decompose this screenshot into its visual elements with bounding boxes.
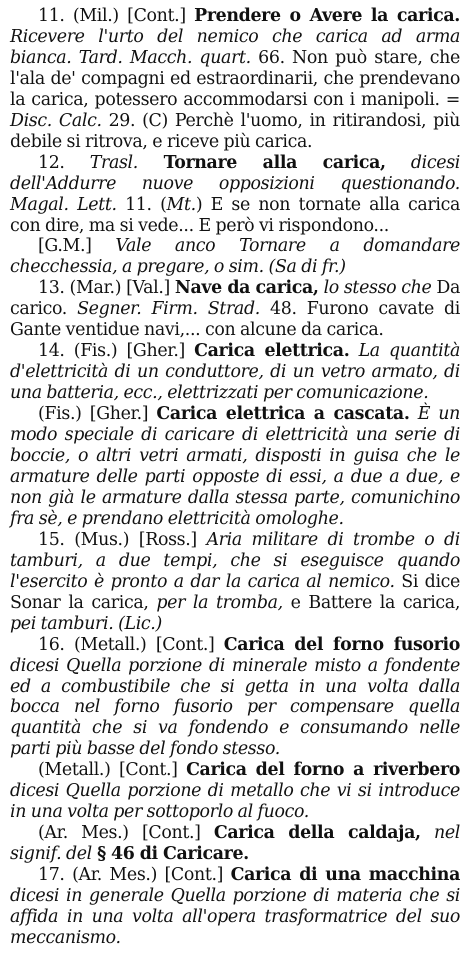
entry-list: [10, 6, 460, 949]
entry-headword: Prendere o Avere la carica.: [194, 6, 460, 26]
entry-text: 15. (Mus.) [Ross.]: [38, 529, 207, 550]
entry-headword: Nave da carica,: [174, 278, 319, 299]
dictionary-entry: [10, 236, 460, 278]
dictionary-entry: [10, 865, 460, 949]
entry-definition: Aria militare di trombe o di tamburi, a due tempi, che si eseguisce quando l'esercito è pronto a dar la carica al nemico.: [10, 529, 461, 592]
entry-text: (Fis.) [Gher.]: [38, 404, 157, 425]
entry-definition: dicesi Quella porzione di metallo che vi si introduce in una volta per sottoporlo al fuoco.: [10, 781, 460, 823]
dictionary-entry: [10, 635, 460, 761]
entry-headword: Carica di una macchina: [230, 865, 460, 886]
dictionary-entry: [10, 341, 460, 404]
entry-definition: dicesi in generale Quella porzione di materia che si affida in una volta all'opera trasformatrice del suo meccanismo.: [10, 886, 460, 948]
entry-text: Si dice Sonar la carica,: [10, 571, 460, 613]
entry-text: Da carico.: [10, 278, 460, 320]
dictionary-entry: [10, 404, 460, 530]
entry-headword: Tornare alla carica,: [137, 152, 386, 173]
entry-definition: nel signif. del: [10, 823, 460, 865]
entry-definition: per la tromba,: [156, 592, 283, 613]
entry-definition: lo stesso che: [318, 278, 432, 299]
entry-definition: Ricevere l'urto del nemico che carica ad arma bianca. Tard. Macch. quart.: [10, 26, 460, 68]
dictionary-entry: [10, 530, 460, 635]
entry-headword: Carica della caldaja,: [213, 823, 421, 844]
entry-text: 66. Non può stare, che l'ala de' compagni ed estraordinarii, che prendevano la carica, potessero accommodarsi con i manipoli. =: [10, 47, 460, 110]
entry-text: 13. (Mar.) [Val.]: [38, 278, 175, 299]
entry-definition: pei tamburi. (Lic.): [10, 613, 162, 634]
entry-definition: Vale anco Tornare a domandare checchessia, a pregare, o sim. (Sa di fr.): [10, 236, 460, 278]
entry-definition: dicesi dell'Addurre nuove opposizioni questionando. Magal. Lett.: [10, 152, 460, 215]
dictionary-entry: [10, 278, 460, 341]
dictionary-entry: [10, 760, 460, 823]
entry-text: 11. (: [116, 194, 167, 215]
entry-definition: Mt.: [166, 194, 196, 215]
entry-definition: Disc. Calc.: [10, 110, 102, 131]
entry-text: (Metall.) [Cont.]: [38, 760, 187, 781]
dictionary-entry: [10, 153, 460, 237]
entry-headword: Carica del forno fusorio: [223, 634, 461, 655]
entry-text: ) E se non tornate alla carica con dire, ma si vede... E però vi rispondono...: [10, 194, 460, 236]
entry-definition: La quantità d'elettricità di un conduttore, di un vetro armato, di una batteria, ecc., elettrizzati per comunicazione.: [10, 341, 461, 404]
dictionary-entry: [10, 823, 460, 865]
entry-headword: Carica elettrica.: [194, 341, 350, 362]
entry-headword: Carica del forno a riverbero: [186, 760, 461, 781]
entry-text: 14. (Fis.) [Gher.]: [38, 341, 195, 362]
entry-headword: § 46: [91, 844, 140, 865]
entry-text: 29. (C) Perchè l'uomo, in ritirandosi, più debile si ritrova, e riceve più carica.: [10, 110, 460, 152]
dictionary-entry: [10, 6, 460, 153]
entry-text: 17. (Ar. Mes.) [Cont.]: [38, 865, 231, 886]
entry-text: 12.: [38, 152, 90, 173]
entry-definition: dicesi Quella porzione di minerale misto a fondente ed a combustibile che si getta in una volta dalla bocca nel forno fusorio per compensare quella quantità che si va fondendo e consumando nelle parti più basse del fondo stesso.: [10, 655, 460, 760]
entry-text: 11. (Mil.) [Cont.]: [38, 6, 195, 26]
entry-text: 16. (Metall.) [Cont.]: [38, 634, 224, 655]
entry-text: [G.M.]: [38, 236, 116, 257]
entry-definition: Trasl.: [89, 152, 138, 173]
entry-definition: È un modo speciale di caricare di elettricità una serie di boccie, o altri vetri armati, disposti in guisa che le armature delle parti opposte di essi, a due a due, e non già le armature dalla stessa parte, comunichino fra sè, e prendano elettricità omologhe.: [10, 404, 460, 529]
entry-text: (Ar. Mes.) [Cont.]: [38, 823, 214, 844]
entry-definition: Segner. Firm. Strad.: [77, 299, 260, 320]
entry-headword: Carica elettrica a cascata.: [156, 404, 410, 425]
entry-headword: di Caricare.: [139, 844, 249, 865]
entry-text: e Battere la carica,: [282, 592, 460, 613]
entry-text: 48. Furono cavate di Gante ventidue navi,... con alcune da carica.: [10, 299, 460, 341]
